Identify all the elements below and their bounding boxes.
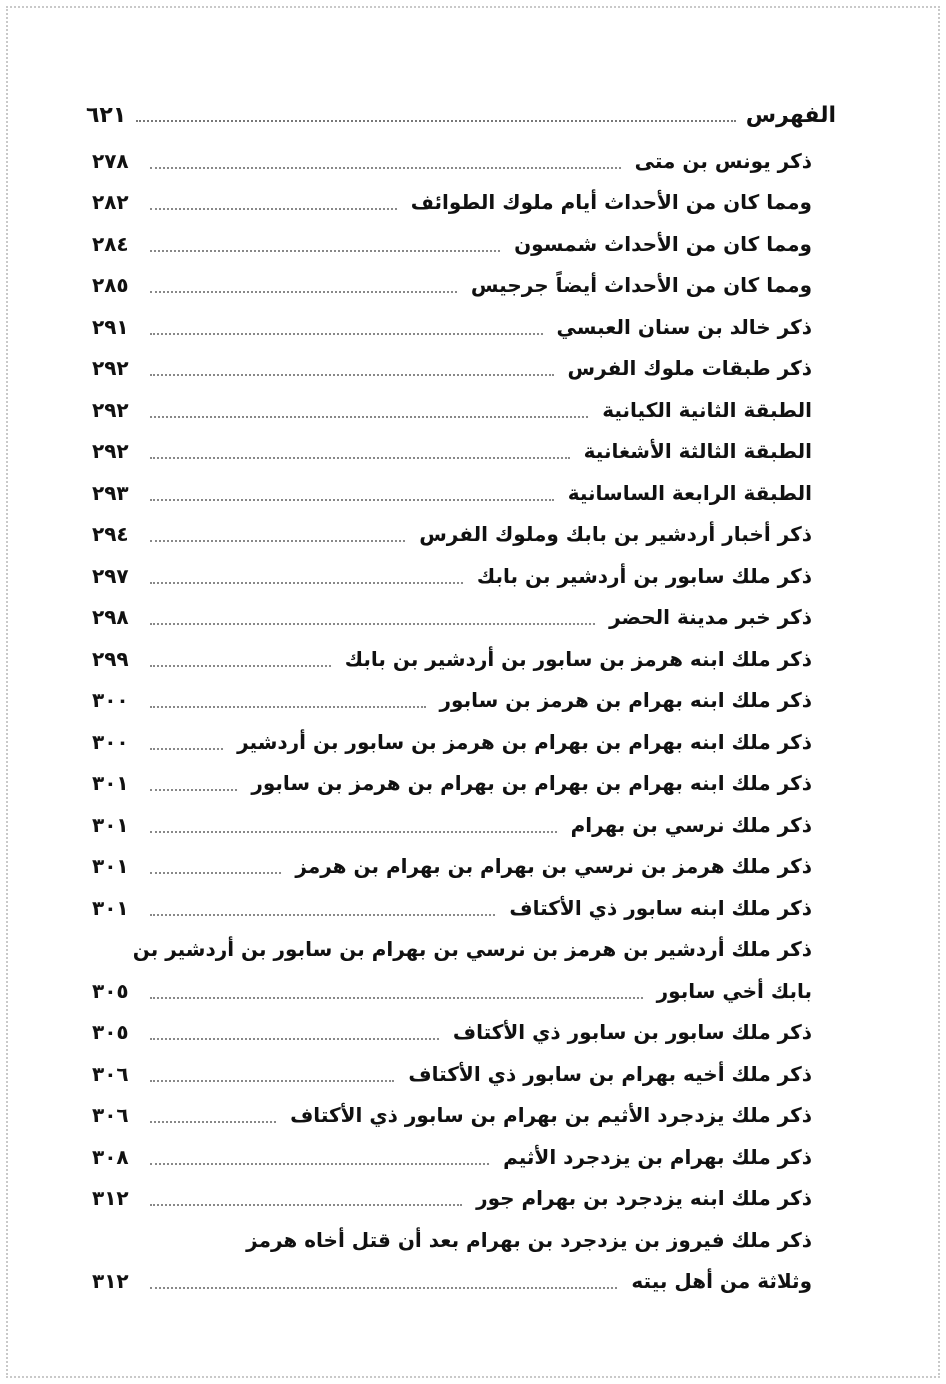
page-header [86, 98, 836, 132]
toc-entry-title: ذكر ملك سابور بن سابور ذي الأكتاف [452, 1020, 812, 1045]
toc-entry-page: ٢٨٥ [92, 273, 129, 298]
toc-entry-page: ٢٩٢ [92, 356, 129, 381]
toc-entry [92, 223, 812, 265]
leader-dots [150, 416, 588, 418]
toc-entry [92, 763, 812, 805]
leader-dots [150, 374, 554, 376]
leader-dots [150, 1121, 276, 1123]
leader-dots [150, 1204, 462, 1206]
toc-entry [92, 1178, 812, 1220]
toc-entry-title: ذكر أخبار أردشير بن بابك وملوك الفرس [419, 522, 812, 547]
toc-entry-page: ٢٩٢ [92, 439, 129, 464]
toc-entry [92, 182, 812, 224]
leader-dots [150, 706, 426, 708]
leader-dots [150, 872, 281, 874]
toc-entry-page: ٣٠٥ [92, 978, 129, 1003]
leader-dots [150, 831, 557, 833]
toc-entry-page: ٣٠١ [92, 812, 129, 837]
toc-entry-title: ذكر ملك أخيه بهرام بن سابور ذي الأكتاف [408, 1061, 812, 1086]
toc-entry [92, 1012, 812, 1054]
leader-dots [150, 789, 237, 791]
toc-entry-page: ٣٠٥ [92, 1020, 129, 1045]
toc-entry [92, 514, 812, 556]
toc-entry-page: ٣١٢ [92, 1186, 129, 1211]
toc-entry-title: ذكر ملك ابنه بهرام بن هرمز بن سابور [439, 688, 812, 713]
toc-entry [92, 1136, 812, 1178]
toc-entry-page: ٢٧٨ [92, 148, 129, 173]
toc-entry-title: ذكر ملك ابنه سابور ذي الأكتاف [509, 895, 812, 920]
toc-entry-title: ذكر ملك ابنه بهرام بن بهرام بن هرمز بن سابور بن أردشير [237, 729, 812, 754]
toc-entry-title: ذكر ملك يزدجرد الأثيم بن بهرام بن سابور ذي الأكتاف [290, 1103, 812, 1128]
toc-entry-page: ٢٩٩ [92, 646, 129, 671]
toc-entry [92, 680, 812, 722]
toc-entry-page: ٢٨٢ [92, 190, 129, 215]
toc-entry-page: ٣٠٠ [92, 729, 129, 754]
toc-entry-title: ذكر خالد بن سنان العبسي [556, 314, 812, 339]
leader-dots [150, 748, 223, 750]
toc-entry-title: الطبقة الرابعة الساسانية [567, 480, 812, 505]
toc-entry [92, 1219, 812, 1261]
toc-entry-title: الطبقة الثانية الكيانية [602, 397, 812, 422]
leader-dots [150, 1080, 394, 1082]
toc-entry-title: ومما كان من الأحداث شمسون [514, 231, 812, 256]
toc-entry-title: بابك أخي سابور [656, 978, 812, 1003]
leader-dots [150, 665, 331, 667]
toc-entry-title: ذكر طبقات ملوك الفرس [567, 356, 812, 381]
toc-entry [92, 140, 812, 182]
toc-entry [92, 721, 812, 763]
toc-entry-title: ذكر ملك بهرام بن يزدجرد الأثيم [503, 1144, 812, 1169]
leader-dots [150, 540, 405, 542]
toc-entry [92, 1053, 812, 1095]
toc-entry-title: ومما كان من الأحداث أيام ملوك الطوائف [410, 190, 812, 215]
toc-entry [92, 1261, 812, 1303]
toc-entry-page: ٣٠١ [92, 895, 129, 920]
toc-entry-page: ٣٠٨ [92, 1144, 129, 1169]
page-title: الفهرس [745, 102, 836, 128]
toc-entry [92, 804, 812, 846]
leader-dots [150, 1163, 489, 1165]
leader-dots [150, 250, 500, 252]
toc-entry-title: ذكر ملك ابنه بهرام بن بهرام بن بهرام بن هرمز بن سابور [251, 771, 812, 796]
toc-entry-title: ذكر ملك سابور بن أردشير بن بابك [476, 563, 812, 588]
leader-dots [150, 1287, 617, 1289]
toc-entry [92, 929, 812, 971]
toc-entry-page: ٣٠٦ [92, 1103, 129, 1128]
toc-entry-page: ٣١٢ [92, 1269, 129, 1294]
toc-entry-page: ٣٠٠ [92, 688, 129, 713]
toc-entry [92, 597, 812, 639]
toc-entry [92, 389, 812, 431]
toc-entry [92, 431, 812, 473]
toc-entry [92, 306, 812, 348]
toc-entry-page: ٢٩٣ [92, 480, 129, 505]
leader-dots [150, 997, 643, 999]
toc-entry-title: ذكر خبر مدينة الحضر [609, 605, 812, 630]
leader-dots [150, 333, 543, 335]
leader-dots [150, 1038, 439, 1040]
toc-entry [92, 846, 812, 888]
toc-entry-title: ذكر ملك هرمز بن نرسي بن بهرام بن بهرام بن هرمز [295, 854, 812, 879]
toc-entry [92, 887, 812, 929]
toc-entry-page: ٣٠١ [92, 854, 129, 879]
leader-dots [150, 914, 495, 916]
toc-entry [92, 970, 812, 1012]
toc-entry-page: ٢٨٤ [92, 231, 129, 256]
table-of-contents [92, 140, 812, 1302]
toc-entry-title: وثلاثة من أهل بيته [631, 1269, 812, 1294]
toc-entry [92, 638, 812, 680]
toc-entry-page: ٢٩٤ [92, 522, 129, 547]
toc-entry-page: ٣٠٦ [92, 1061, 129, 1086]
leader-dots [150, 167, 621, 169]
toc-entry-title: ذكر ملك فيروز بن يزدجرد بن بهرام بعد أن قتل أخاه هرمز [246, 1227, 812, 1252]
toc-entry-title: ذكر يونس بن متى [634, 148, 812, 173]
leader-dots [150, 623, 595, 625]
toc-entry [92, 472, 812, 514]
leader-dots [136, 120, 736, 122]
toc-entry-title: ذكر ملك أردشير بن هرمز بن نرسي بن بهرام بن سابور بن أردشير بن [132, 937, 812, 962]
page-number: ٦٢١ [86, 102, 127, 128]
toc-entry [92, 265, 812, 307]
leader-dots [150, 582, 463, 584]
toc-entry-page: ٢٩٨ [92, 605, 129, 630]
toc-entry [92, 348, 812, 390]
toc-entry-title: الطبقة الثالثة الأشغانية [583, 439, 812, 464]
leader-dots [150, 291, 457, 293]
toc-entry-page: ٣٠١ [92, 771, 129, 796]
toc-entry-title: ذكر ملك نرسي بن بهرام [570, 812, 812, 837]
toc-entry [92, 1095, 812, 1137]
toc-entry-page: ٢٩٧ [92, 563, 129, 588]
leader-dots [150, 499, 554, 501]
toc-entry [92, 555, 812, 597]
toc-entry-title: ومما كان من الأحداث أيضاً جرجيس [470, 273, 812, 298]
toc-entry-title: ذكر ملك ابنه يزدجرد بن بهرام جور [476, 1186, 812, 1211]
toc-entry-page: ٢٩٢ [92, 397, 129, 422]
toc-entry-title: ذكر ملك ابنه هرمز بن سابور بن أردشير بن بابك [344, 646, 812, 671]
toc-entry-page: ٢٩١ [92, 314, 129, 339]
leader-dots [150, 208, 397, 210]
leader-dots [150, 457, 570, 459]
